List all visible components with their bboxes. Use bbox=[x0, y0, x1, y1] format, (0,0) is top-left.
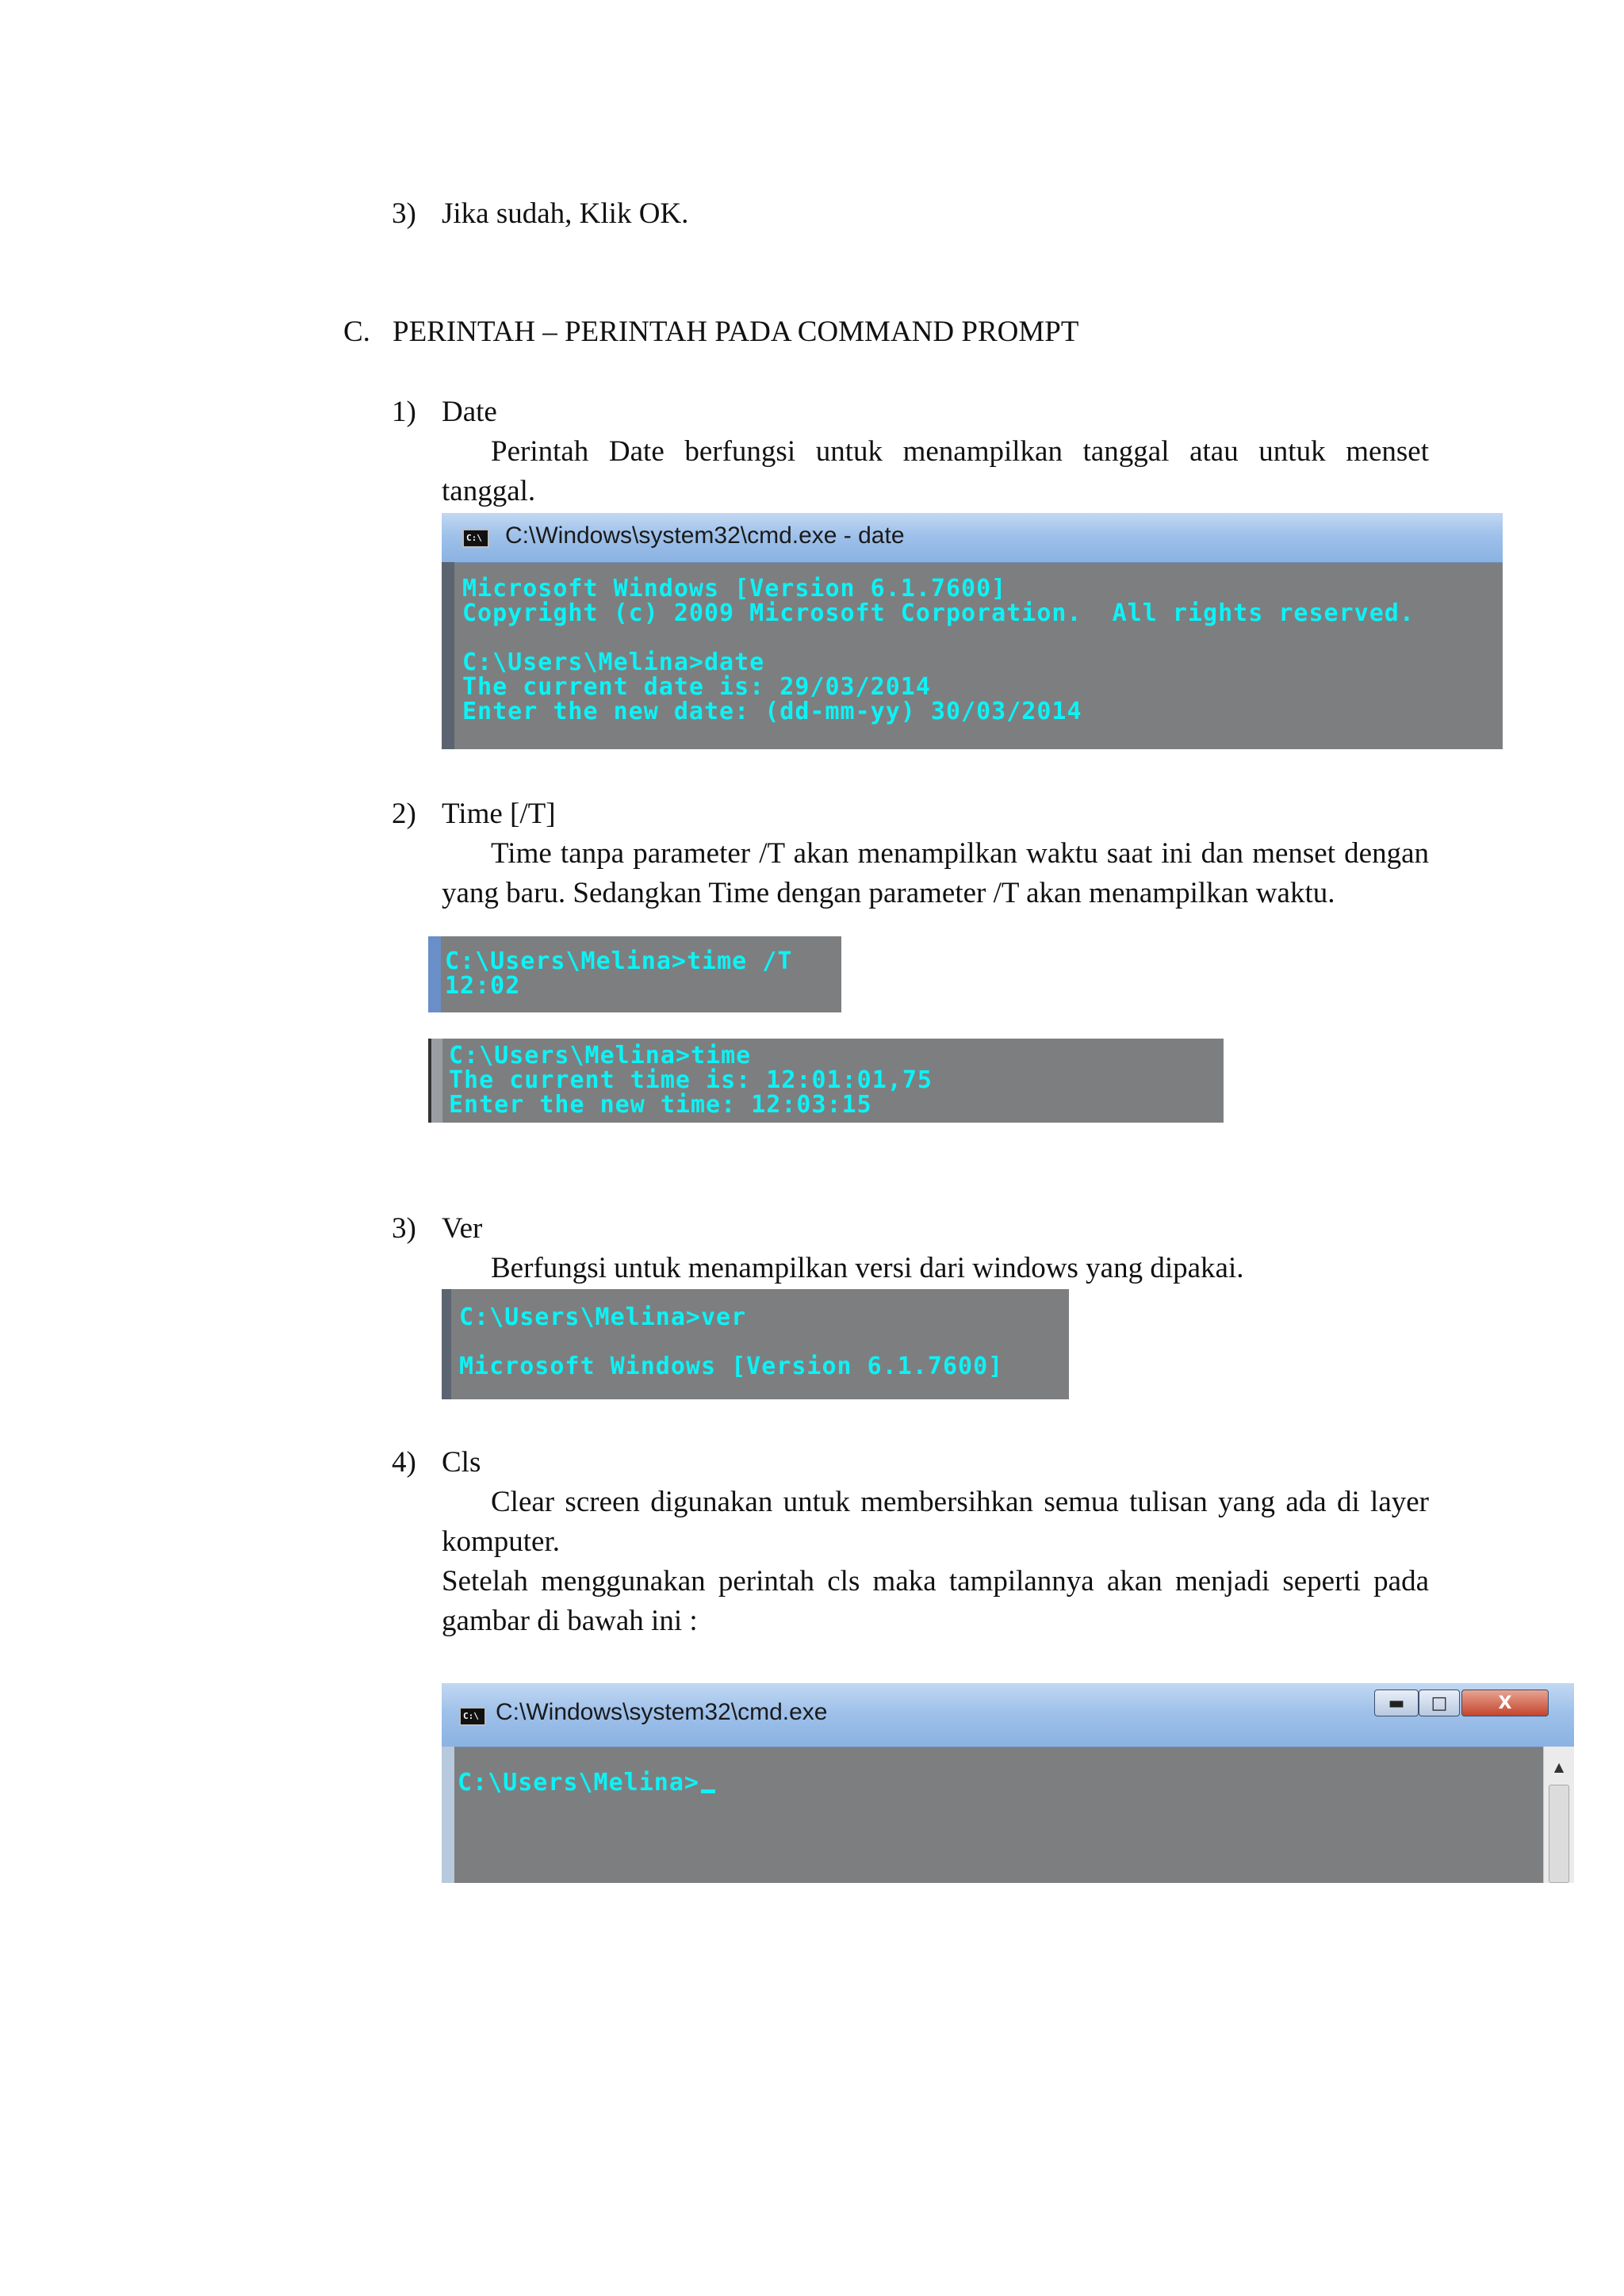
item-desc-cls-line3: Setelah menggunakan perintah cls maka tampilannya akan menjadi seperti pada bbox=[442, 1565, 1429, 1598]
item-desc-time-line1: Time tanpa parameter /T akan menampilkan waktu saat ini dan menset dengan bbox=[491, 837, 1429, 870]
close-button[interactable]: X bbox=[1461, 1689, 1549, 1716]
terminal-frame-left bbox=[442, 1289, 451, 1399]
terminal-window-cls bbox=[442, 1683, 1574, 1883]
item-number: 1) bbox=[392, 396, 416, 428]
minimize-button[interactable]: ▬ bbox=[1374, 1689, 1419, 1716]
scrollbar-thumb[interactable] bbox=[1549, 1785, 1569, 1883]
terminal-frame-left bbox=[428, 1039, 442, 1123]
item-desc-time-line2: yang baru. Sedangkan Time dengan parameter /T akan menampilkan waktu. bbox=[442, 877, 1335, 909]
item-title-date: Date bbox=[442, 396, 497, 428]
cursor bbox=[701, 1789, 715, 1793]
terminal-prompt bbox=[458, 1770, 715, 1795]
terminal-line: C:\Users\Melina>time /T bbox=[445, 947, 793, 975]
terminal-prompt-text: C:\Users\Melina> bbox=[458, 1769, 699, 1797]
item-number: 4) bbox=[392, 1446, 416, 1479]
terminal-time-t bbox=[428, 936, 841, 1012]
terminal-line: C:\Users\Melina>time bbox=[449, 1042, 752, 1070]
scroll-up-arrow-icon[interactable]: ▲ bbox=[1553, 1759, 1565, 1774]
section-title: PERINTAH – PERINTAH PADA COMMAND PROMPT bbox=[393, 316, 1079, 348]
cmd-icon: C:\ bbox=[459, 1707, 486, 1726]
item-desc-date-line2: tanggal. bbox=[442, 475, 536, 507]
vertical-scrollbar[interactable] bbox=[1543, 1747, 1574, 1883]
item-number: 3) bbox=[392, 1212, 416, 1245]
section-letter: C. bbox=[343, 316, 370, 348]
terminal-title-bar bbox=[442, 513, 1503, 563]
terminal-frame-left bbox=[428, 936, 441, 1012]
terminal-time bbox=[428, 1039, 1224, 1123]
item-desc-date-line1: Perintah Date berfungsi untuk menampilkan tanggal atau untuk menset bbox=[491, 435, 1429, 468]
terminal-line: Enter the new date: (dd-mm-yy) 30/03/2014 bbox=[462, 698, 1082, 725]
step-number: 3) bbox=[392, 197, 416, 230]
terminal-line: C:\Users\Melina>date bbox=[462, 649, 765, 676]
item-title-cls: Cls bbox=[442, 1446, 481, 1479]
item-number: 2) bbox=[392, 798, 416, 830]
maximize-button[interactable]: □ bbox=[1419, 1689, 1460, 1716]
terminal-title: C:\Windows\system32\cmd.exe - date bbox=[505, 522, 905, 549]
terminal-line: Enter the new time: 12:03:15 bbox=[449, 1091, 872, 1119]
terminal-frame-left bbox=[442, 562, 454, 749]
item-title-ver: Ver bbox=[442, 1212, 483, 1245]
cmd-icon: C:\ bbox=[462, 529, 489, 548]
item-desc-ver: Berfungsi untuk menampilkan versi dari windows yang dipakai. bbox=[491, 1252, 1244, 1284]
terminal-frame-left bbox=[442, 1747, 454, 1883]
terminal-line: Microsoft Windows [Version 6.1.7600] bbox=[459, 1353, 1004, 1380]
step-text: Jika sudah, Klik OK. bbox=[442, 197, 689, 230]
item-desc-cls-line2: komputer. bbox=[442, 1525, 561, 1558]
terminal-ver bbox=[442, 1289, 1069, 1399]
terminal-line: The current time is: 12:01:01,75 bbox=[449, 1066, 933, 1094]
terminal-line: Copyright (c) 2009 Microsoft Corporation. All rights reserved. bbox=[462, 599, 1415, 627]
terminal-line: The current date is: 29/03/2014 bbox=[462, 673, 931, 701]
terminal-title-bar bbox=[442, 1683, 1574, 1747]
terminal-line: 12:02 bbox=[445, 972, 521, 1000]
terminal-title: C:\Windows\system32\cmd.exe bbox=[496, 1699, 828, 1725]
item-title-time: Time [/T] bbox=[442, 798, 556, 830]
item-desc-cls-line1: Clear screen digunakan untuk membersihkan semua tulisan yang ada di layer bbox=[491, 1486, 1429, 1518]
terminal-line: Microsoft Windows [Version 6.1.7600] bbox=[462, 575, 1007, 603]
terminal-line: C:\Users\Melina>ver bbox=[459, 1303, 747, 1331]
terminal-window-date bbox=[442, 513, 1503, 749]
item-desc-cls-line4: gambar di bawah ini : bbox=[442, 1605, 698, 1637]
